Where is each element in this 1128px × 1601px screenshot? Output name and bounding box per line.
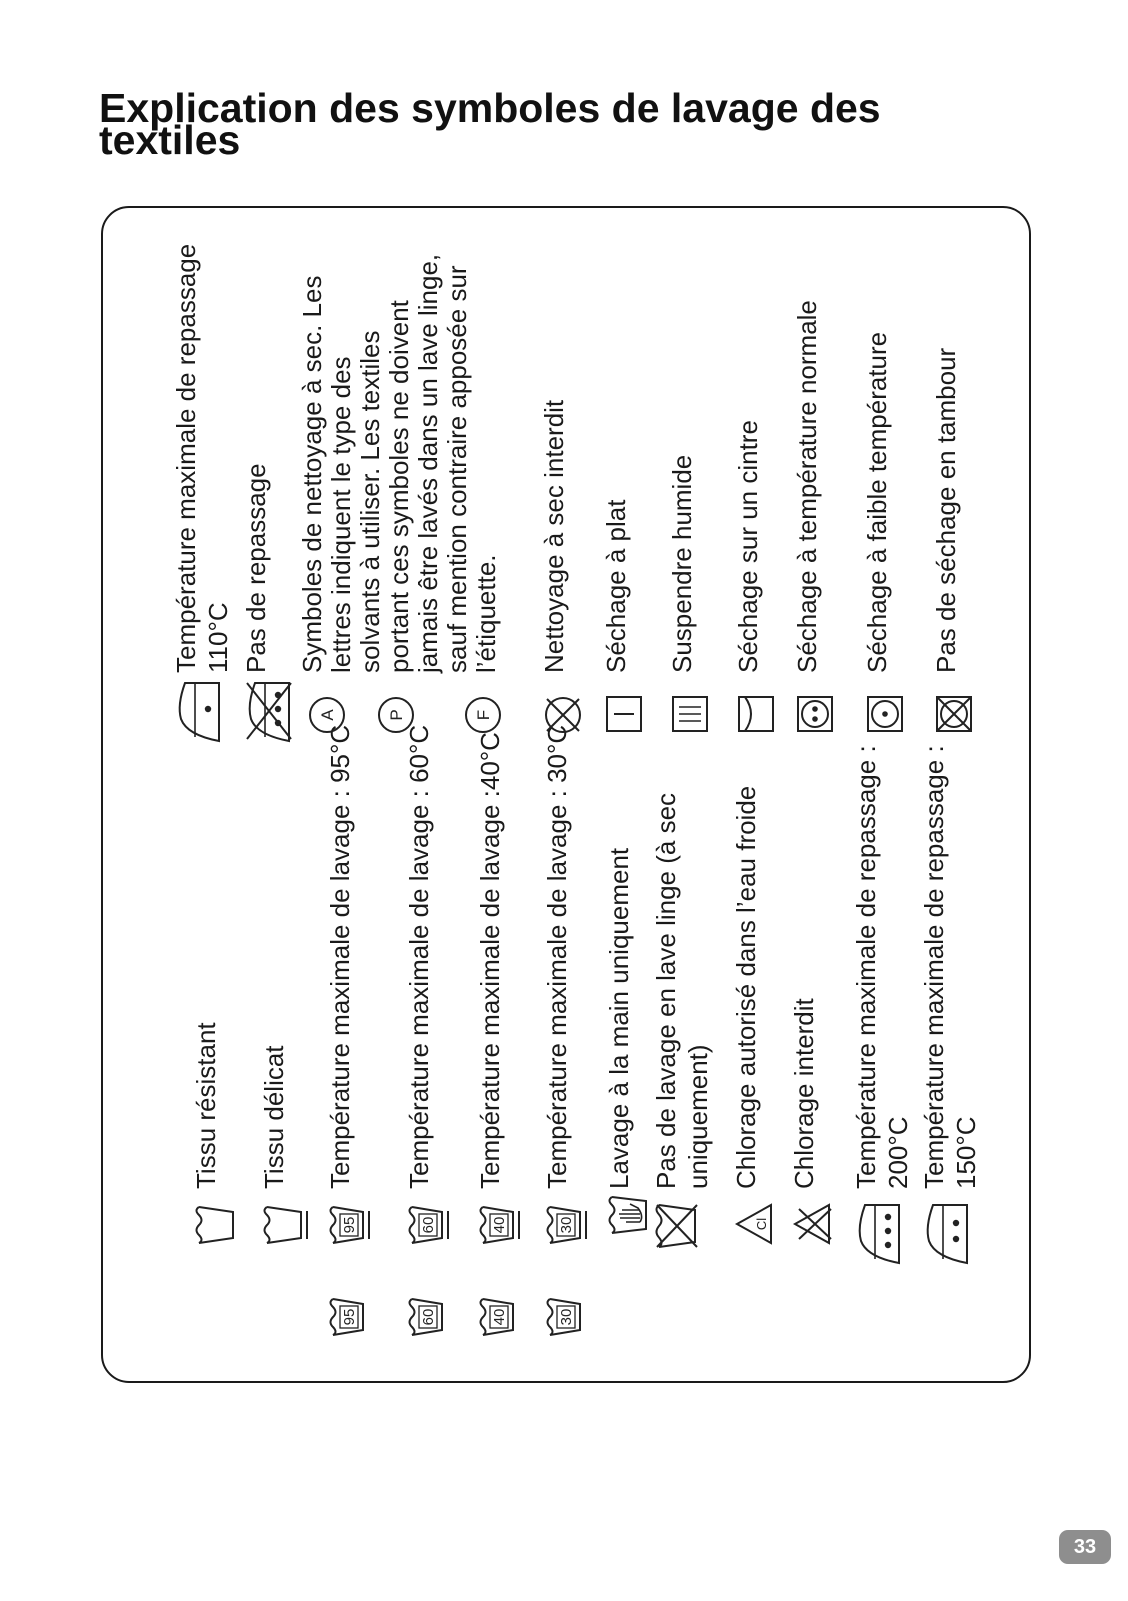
dry-clean-p-icon — [376, 695, 416, 735]
symbol-label: 110°C — [203, 602, 233, 673]
symbol-label: Pas de lavage en lave linge (à sec — [651, 792, 681, 1189]
symbol-label: Température maximale de lavage : 95°C — [325, 724, 355, 1189]
symbol-label: Séchage sur un cintre — [733, 420, 763, 673]
wash-95-delicate-icon — [329, 1205, 365, 1245]
svg-text:30: 30 — [558, 1216, 575, 1234]
symbol-label: Température maximale de lavage : 30°C — [542, 724, 572, 1189]
svg-text:95: 95 — [341, 1308, 358, 1326]
symbol-label: Chlorage autorisé dans l’eau froide — [731, 785, 761, 1189]
symbol-label: l’étiquette. — [471, 554, 501, 673]
do-not-wash-icon — [655, 1203, 697, 1249]
svg-text:95: 95 — [341, 1216, 358, 1234]
symbol-label: Pas de repassage — [241, 463, 271, 673]
do-not-tumble-dry-icon — [935, 695, 973, 733]
symbol-label: uniquement) — [683, 1044, 713, 1189]
do-not-iron-icon — [245, 679, 291, 745]
svg-text:40: 40 — [491, 1216, 508, 1234]
drip-dry-icon — [671, 695, 709, 733]
symbol-label: Température maximale de lavage : 60°C — [404, 724, 434, 1189]
symbol-label: Séchage à température normale — [792, 300, 822, 673]
iron-1-dot-icon — [175, 679, 221, 745]
symbol-label: jamais être lavés dans un lave linge, — [413, 253, 443, 673]
tumble-dry-low-icon — [866, 695, 904, 733]
page-number: 33 — [1059, 1530, 1111, 1564]
no-bleach-icon — [793, 1203, 831, 1245]
symbol-label: Chlorage interdit — [789, 998, 819, 1189]
symbol-label: Pas de séchage en tambour — [931, 347, 961, 673]
svg-text:F: F — [474, 709, 493, 721]
iron-2-dots-icon — [923, 1201, 969, 1267]
svg-text:40: 40 — [491, 1308, 508, 1326]
symbol-label: Suspendre humide — [667, 454, 697, 673]
care-symbols-panel — [101, 206, 1031, 1383]
wash-40-icon — [479, 1297, 515, 1337]
wash-95-icon — [329, 1297, 365, 1337]
washtub-icon — [195, 1205, 235, 1245]
symbol-label: Température maximale de repassage : — [919, 745, 949, 1189]
symbol-label: solvants à utiliser. Les textiles — [355, 330, 385, 673]
symbol-label: portant ces symboles ne doivent — [384, 300, 414, 673]
symbol-label: Tissu résistant — [191, 1022, 221, 1189]
symbol-label: Lavage à la main uniquement — [604, 847, 634, 1189]
symbol-label: 200°C — [883, 1116, 913, 1189]
svg-text:60: 60 — [420, 1308, 437, 1326]
svg-text:60: 60 — [420, 1216, 437, 1234]
dry-flat-icon — [605, 695, 643, 733]
svg-text:A: A — [318, 709, 337, 721]
line-dry-icon — [737, 695, 775, 733]
symbol-label: Tissu délicat — [259, 1045, 289, 1189]
bleach-allowed-icon — [735, 1203, 773, 1245]
dry-clean-f-icon — [463, 695, 503, 735]
iron-3-dots-icon — [855, 1201, 901, 1267]
svg-text:30: 30 — [558, 1308, 575, 1326]
svg-text:Cl: Cl — [754, 1217, 769, 1231]
page-title: Explication des symboles de lavage des textiles — [99, 85, 881, 163]
svg-text:P: P — [387, 709, 406, 721]
wash-60-icon — [408, 1297, 444, 1337]
washtub-delicate-icon — [263, 1205, 303, 1245]
symbol-label: Nettoyage à sec interdit — [539, 399, 569, 673]
wash-30-delicate-icon — [546, 1205, 582, 1245]
symbol-label: Température maximale de repassage : — [851, 745, 881, 1189]
do-not-dry-clean-icon — [543, 695, 583, 735]
symbol-label: Température maximale de repassage — [171, 243, 201, 673]
symbol-label: Séchage à plat — [601, 499, 631, 673]
wash-60-delicate-icon — [408, 1205, 444, 1245]
wash-30-icon — [546, 1297, 582, 1337]
symbol-label: 150°C — [951, 1116, 981, 1189]
hand-wash-icon — [608, 1195, 648, 1235]
wash-40-delicate-icon — [479, 1205, 515, 1245]
tumble-dry-normal-icon — [796, 695, 834, 733]
symbol-label: Symboles de nettoyage à sec. Les — [297, 275, 327, 673]
symbol-label: Température maximale de lavage :40°C — [475, 732, 505, 1189]
symbol-label: lettres indiquent le type des — [326, 356, 356, 673]
rotated-content — [103, 208, 1033, 1385]
symbol-label: Séchage à faible température — [862, 331, 892, 673]
dry-clean-a-icon — [307, 695, 347, 735]
symbol-label: sauf mention contraire apposée sur — [442, 265, 472, 673]
